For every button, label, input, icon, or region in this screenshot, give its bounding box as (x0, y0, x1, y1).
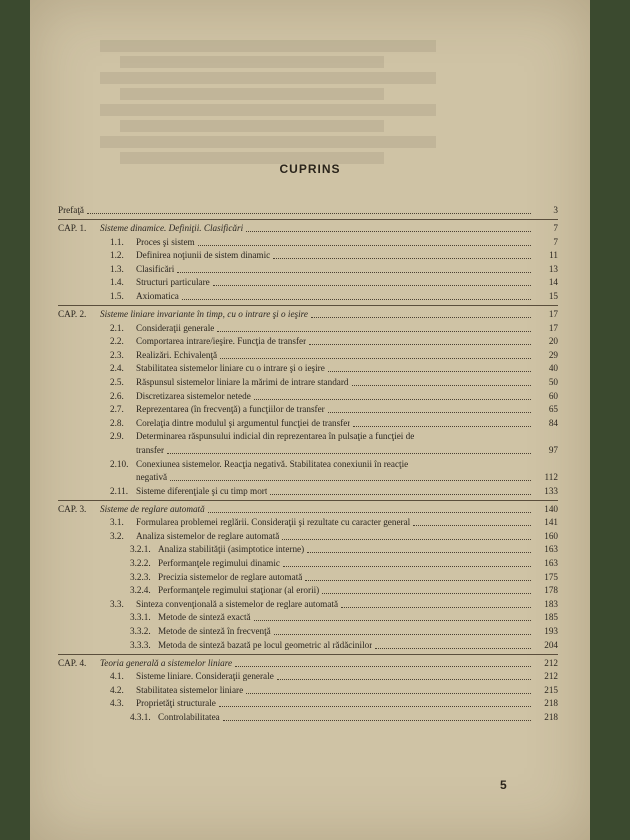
toc-section-row[interactable] (58, 626, 558, 637)
toc-chapter-row[interactable] (58, 223, 558, 234)
toc-entry-number: 1.1. (110, 236, 124, 247)
toc-entry-title: Comportarea intrare/ieşire. Funcţia de transfer (136, 336, 307, 347)
toc-entry-page: 29 (548, 349, 558, 360)
dot-leader (305, 580, 531, 581)
dot-leader (167, 453, 531, 454)
toc-entry-title: Definirea noţiunii de sistem dinamic (136, 250, 271, 261)
toc-section-row[interactable] (58, 264, 558, 275)
dot-leader (235, 666, 531, 667)
toc-section-row[interactable] (58, 377, 558, 388)
toc-entry-number: 3.3.2. (130, 626, 151, 637)
dot-leader (353, 426, 531, 427)
toc-entry-title: Sisteme diferenţiale şi cu timp mort (136, 485, 268, 496)
toc-section-row[interactable] (58, 640, 558, 651)
toc-entry-page: 140 (544, 503, 558, 514)
toc-entry-title: Conexiunea sistemelor. Reacţia negativă. Stabilitatea conexiunii în reacţie (136, 458, 409, 469)
toc-entry-page: 14 (548, 277, 558, 288)
toc-entry-page: 178 (544, 585, 558, 596)
toc-entry-number: 2.1. (110, 322, 124, 333)
dot-leader (328, 371, 531, 372)
toc-entry-page: 3 (553, 205, 558, 215)
toc-entry-continuation[interactable] (58, 472, 558, 483)
toc-entry-title: Metoda de sinteză bazată pe locul geometric al rădăcinilor (158, 639, 373, 650)
toc-entry-number: 2.9. (110, 431, 124, 442)
dot-leader (352, 385, 531, 386)
toc-section-row[interactable] (58, 459, 558, 470)
dot-leader (87, 213, 531, 214)
toc-entry-number: 3.3. (110, 598, 124, 609)
toc-entry-page: 7 (553, 223, 558, 233)
dot-leader (223, 720, 531, 721)
page-number: 5 (500, 778, 507, 792)
toc-entry-number: 3.3.1. (130, 612, 151, 623)
toc-entry-page: 215 (544, 684, 558, 695)
toc-section-row[interactable] (58, 250, 558, 261)
toc-entry-number: 2.11. (110, 485, 129, 496)
toc-entry-number: CAP. 3. (58, 503, 87, 514)
toc-entry-number: 3.2.4. (130, 585, 151, 596)
toc-entry-title: Consideraţii generale (136, 322, 215, 333)
dot-leader (182, 299, 531, 300)
toc-section-row[interactable] (58, 323, 558, 334)
toc-chapter-row[interactable] (58, 658, 558, 669)
toc-entry-page: 218 (544, 712, 558, 722)
toc-section-row[interactable] (58, 712, 558, 723)
toc-section-row[interactable] (58, 404, 558, 415)
toc-section-row[interactable] (58, 612, 558, 623)
dot-leader (217, 331, 531, 332)
dot-leader (220, 358, 531, 359)
dot-leader (322, 593, 531, 594)
dot-leader (213, 285, 531, 286)
dot-leader (254, 620, 531, 621)
toc-entry-page: 17 (548, 322, 558, 333)
toc-section-row[interactable] (58, 698, 558, 709)
dot-leader (170, 480, 531, 481)
toc-entry-title-continued: negativă (136, 472, 168, 483)
toc-entry-title: Proprietăţi structurale (136, 698, 216, 709)
toc-entry-page: 97 (548, 444, 558, 455)
toc-entry-title: Metode de sinteză exactă (158, 612, 251, 623)
dot-leader (246, 231, 531, 232)
toc-entry-number: 1.3. (110, 263, 124, 274)
toc-entry-title: Performanţele regimului staţionar (al erorii) (158, 585, 320, 596)
toc-section-row[interactable] (58, 558, 558, 569)
toc-entry-page: 40 (548, 363, 558, 374)
toc-chapter-row[interactable] (58, 309, 558, 320)
dot-leader (177, 272, 531, 273)
toc-entry-page: 212 (544, 657, 558, 668)
toc-section-row[interactable] (58, 291, 558, 302)
toc-entry-title: Analiza stabilităţii (asimptotice interne) (158, 544, 305, 555)
dot-leader (273, 258, 531, 259)
toc-section-row[interactable] (58, 391, 558, 402)
toc-entry-number: 3.2.1. (130, 544, 151, 555)
table-of-contents (58, 205, 558, 726)
toc-entry-page: 163 (544, 558, 558, 569)
toc-entry-number: 4.2. (110, 684, 124, 695)
toc-entry-title: Stabilitatea sistemelor liniare (136, 684, 244, 695)
toc-entry-title-continued: transfer (136, 444, 165, 455)
toc-entry-page: 50 (548, 376, 558, 387)
toc-chapter-row[interactable] (58, 504, 558, 515)
toc-entry-title: Formularea problemei reglării. Consideraţii şi rezultate cu caracter general (136, 517, 411, 528)
dot-leader (246, 693, 531, 694)
toc-entry-title: Răspunsul sistemelor liniare la mărimi de intrare standard (136, 376, 349, 387)
dot-leader (341, 607, 531, 608)
toc-section-row[interactable] (58, 486, 558, 497)
toc-entry-page: 193 (544, 626, 558, 637)
toc-entry-number: CAP. 2. (58, 308, 87, 319)
toc-entry-title: Metode de sinteză în frecvenţă (158, 626, 271, 637)
toc-section-row[interactable] (58, 418, 558, 429)
toc-section-row[interactable] (58, 431, 558, 442)
toc-entry-page: 185 (544, 612, 558, 623)
toc-section-row[interactable] (58, 572, 558, 583)
toc-entry-title: Analiza sistemelor de reglare automată (136, 530, 280, 541)
dot-leader (328, 412, 531, 413)
toc-entry-number: 2.5. (110, 376, 124, 387)
dot-leader (283, 566, 531, 567)
dot-leader (311, 317, 531, 318)
toc-entry-number: 3.1. (110, 517, 124, 528)
dot-leader (198, 245, 531, 246)
toc-entry-number: 2.8. (110, 417, 124, 428)
toc-entry-page: 133 (544, 485, 558, 496)
toc-entry-number: 3.2.3. (130, 571, 151, 582)
toc-entry-number: 2.6. (110, 390, 124, 401)
toc-entry-title: Structuri particulare (136, 277, 210, 288)
toc-entry-page: 13 (548, 263, 558, 274)
toc-section-row[interactable] (58, 671, 558, 682)
toc-entry-page: 84 (548, 417, 558, 428)
dot-leader (307, 552, 531, 553)
toc-entry-title: Determinarea răspunsului indicial din reprezentarea în pulsaţie a funcţiei de (136, 431, 415, 442)
toc-entry-page: 183 (544, 598, 558, 609)
toc-entry-number: 2.2. (110, 336, 124, 347)
dot-leader (254, 399, 531, 400)
toc-entry-title: Realizări. Echivalenţă (136, 349, 218, 360)
toc-entry-page: 175 (544, 571, 558, 582)
toc-entry-page: 212 (544, 671, 558, 682)
toc-entry-title: Teoria generală a sistemelor liniare (100, 657, 233, 668)
toc-entry-title: Reprezentarea (în frecvenţă) a funcţiilor de transfer (136, 404, 325, 415)
toc-entry-page: 218 (544, 698, 558, 709)
toc-entry-title: Sisteme liniare. Consideraţii generale (136, 671, 274, 682)
toc-entry-title: Precizia sistemelor de reglare automată (158, 571, 303, 582)
toc-section-row[interactable] (58, 599, 558, 610)
toc-entry-number: 1.2. (110, 250, 124, 261)
toc-section-row[interactable] (58, 363, 558, 374)
toc-entry-title: Prefaţă (58, 205, 85, 215)
toc-entry-number: 1.4. (110, 277, 124, 288)
toc-entry-title: Corelaţia dintre modulul şi argumentul funcţiei de transfer (136, 417, 351, 428)
toc-entry-page: 112 (544, 472, 558, 483)
toc-entry-number: 2.4. (110, 363, 124, 374)
dot-leader (208, 512, 531, 513)
toc-entry-title: Clasificări (136, 263, 175, 274)
book-page (30, 0, 590, 840)
toc-entry-continuation[interactable] (58, 445, 558, 456)
toc-entry-number: 3.2. (110, 530, 124, 541)
chapter-separator (58, 500, 558, 501)
toc-entry-number: 4.1. (110, 671, 124, 682)
toc-entry-title: Sisteme de reglare automată (100, 503, 205, 514)
chapter-separator (58, 219, 558, 220)
toc-entry-page: 204 (544, 639, 558, 650)
dot-leader (274, 634, 531, 635)
toc-entry-number: 2.10. (110, 458, 129, 469)
toc-entry-number: 4.3.1. (130, 712, 151, 722)
dot-leader (277, 679, 531, 680)
toc-entry-title: Sisteme liniare invariante în timp, cu o intrare şi o ieşire (100, 308, 308, 319)
toc-entry-number: 1.5. (110, 290, 124, 301)
toc-section-row[interactable] (58, 531, 558, 542)
dot-leader (309, 344, 531, 345)
dot-leader (375, 648, 531, 649)
chapter-separator (58, 305, 558, 306)
toc-entry-title: Axiomatica (136, 290, 179, 301)
toc-entry-page: 15 (548, 290, 558, 301)
toc-entry-page: 65 (548, 404, 558, 415)
toc-entry-page: 141 (544, 517, 558, 528)
toc-entry-number: CAP. 4. (58, 657, 87, 668)
toc-entry-number: 3.3.3. (130, 639, 151, 650)
toc-entry-title: Performanţele regimului dinamic (158, 558, 280, 569)
toc-entry-page: 7 (553, 236, 558, 247)
toc-section-row[interactable] (58, 237, 558, 248)
toc-entry-number: 2.3. (110, 349, 124, 360)
toc-entry-title: Proces şi sistem (136, 236, 195, 247)
toc-section-row[interactable] (58, 277, 558, 288)
toc-section-row[interactable] (58, 544, 558, 555)
toc-section-row[interactable] (58, 517, 558, 528)
toc-entry-page: 20 (548, 336, 558, 347)
chapter-separator (58, 654, 558, 655)
dot-leader (219, 706, 531, 707)
toc-entry-page: 11 (549, 250, 558, 261)
toc-entry-number: 4.3. (110, 698, 124, 709)
toc-entry-number: 2.7. (110, 404, 124, 415)
dot-leader (282, 539, 531, 540)
toc-section-row[interactable] (58, 585, 558, 596)
toc-entry-title: Controlabilitatea (158, 712, 220, 722)
toc-section-row[interactable] (58, 350, 558, 361)
toc-entry-page: 60 (548, 390, 558, 401)
toc-entry-page: 17 (548, 308, 558, 319)
toc-entry-number: 3.2.2. (130, 558, 151, 569)
toc-preface-row[interactable] (58, 205, 558, 216)
toc-entry-title: Sinteza convenţională a sistemelor de reglare automată (136, 598, 339, 609)
toc-entry-page: 160 (544, 530, 558, 541)
toc-entry-page: 163 (544, 544, 558, 555)
dot-leader (413, 525, 531, 526)
page-title: CUPRINS (279, 162, 341, 176)
toc-section-row[interactable] (58, 336, 558, 347)
toc-entry-title: Stabilitatea sistemelor liniare cu o intrare şi o ieşire (136, 363, 325, 374)
toc-entry-number: CAP. 1. (58, 223, 87, 233)
toc-section-row[interactable] (58, 685, 558, 696)
dot-leader (270, 494, 531, 495)
toc-entry-title: Sisteme dinamice. Definiţii. Clasificări (100, 223, 244, 233)
toc-entry-title: Discretizarea sistemelor netede (136, 390, 251, 401)
